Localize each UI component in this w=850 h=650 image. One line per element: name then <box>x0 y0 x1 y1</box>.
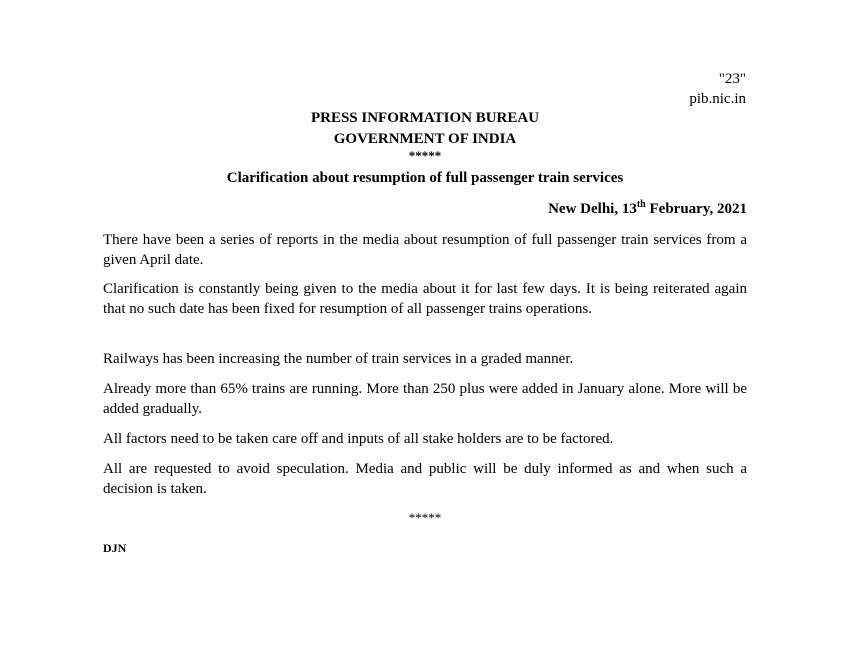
dateline-suffix: February, 2021 <box>645 201 747 217</box>
dateline <box>548 199 747 219</box>
government-name: GOVERNMENT OF INDIA <box>333 131 517 147</box>
source-site: pib.nic.in <box>689 91 746 107</box>
release-headline: Clarification about resumption of full passenger train services <box>226 170 624 186</box>
footer-separator: ***** <box>408 510 442 525</box>
bureau-name: PRESS INFORMATION BUREAU <box>310 110 540 126</box>
release-number: "23" <box>718 71 746 87</box>
body-paragraph: All are requested to avoid speculation. Media and public will be duly informed as and when such a decision is taken. <box>103 461 747 497</box>
body-paragraph: There have been a series of reports in the media about resumption of full passenger train services from a given April date. <box>103 232 747 268</box>
header-separator: ***** <box>408 148 442 163</box>
body-paragraph: Clarification is constantly being given to the media about it for last few days. It is being reiterated again that no such date has been fixed for resumption of all passenger trains operations. <box>103 281 747 317</box>
body-paragraph: Railways has been increasing the number of train services in a graded manner. <box>103 351 574 367</box>
body-paragraph: All factors need to be taken care off and inputs of all stake holders are to be factored. <box>103 431 614 447</box>
author-initials: DJN <box>103 541 127 555</box>
dateline-prefix: New Delhi, 13 <box>548 201 637 217</box>
body-paragraph: Already more than 65% trains are running. More than 250 plus were added in January alone. More will be added gradually. <box>103 381 747 417</box>
dateline-ordinal: th <box>636 199 646 210</box>
